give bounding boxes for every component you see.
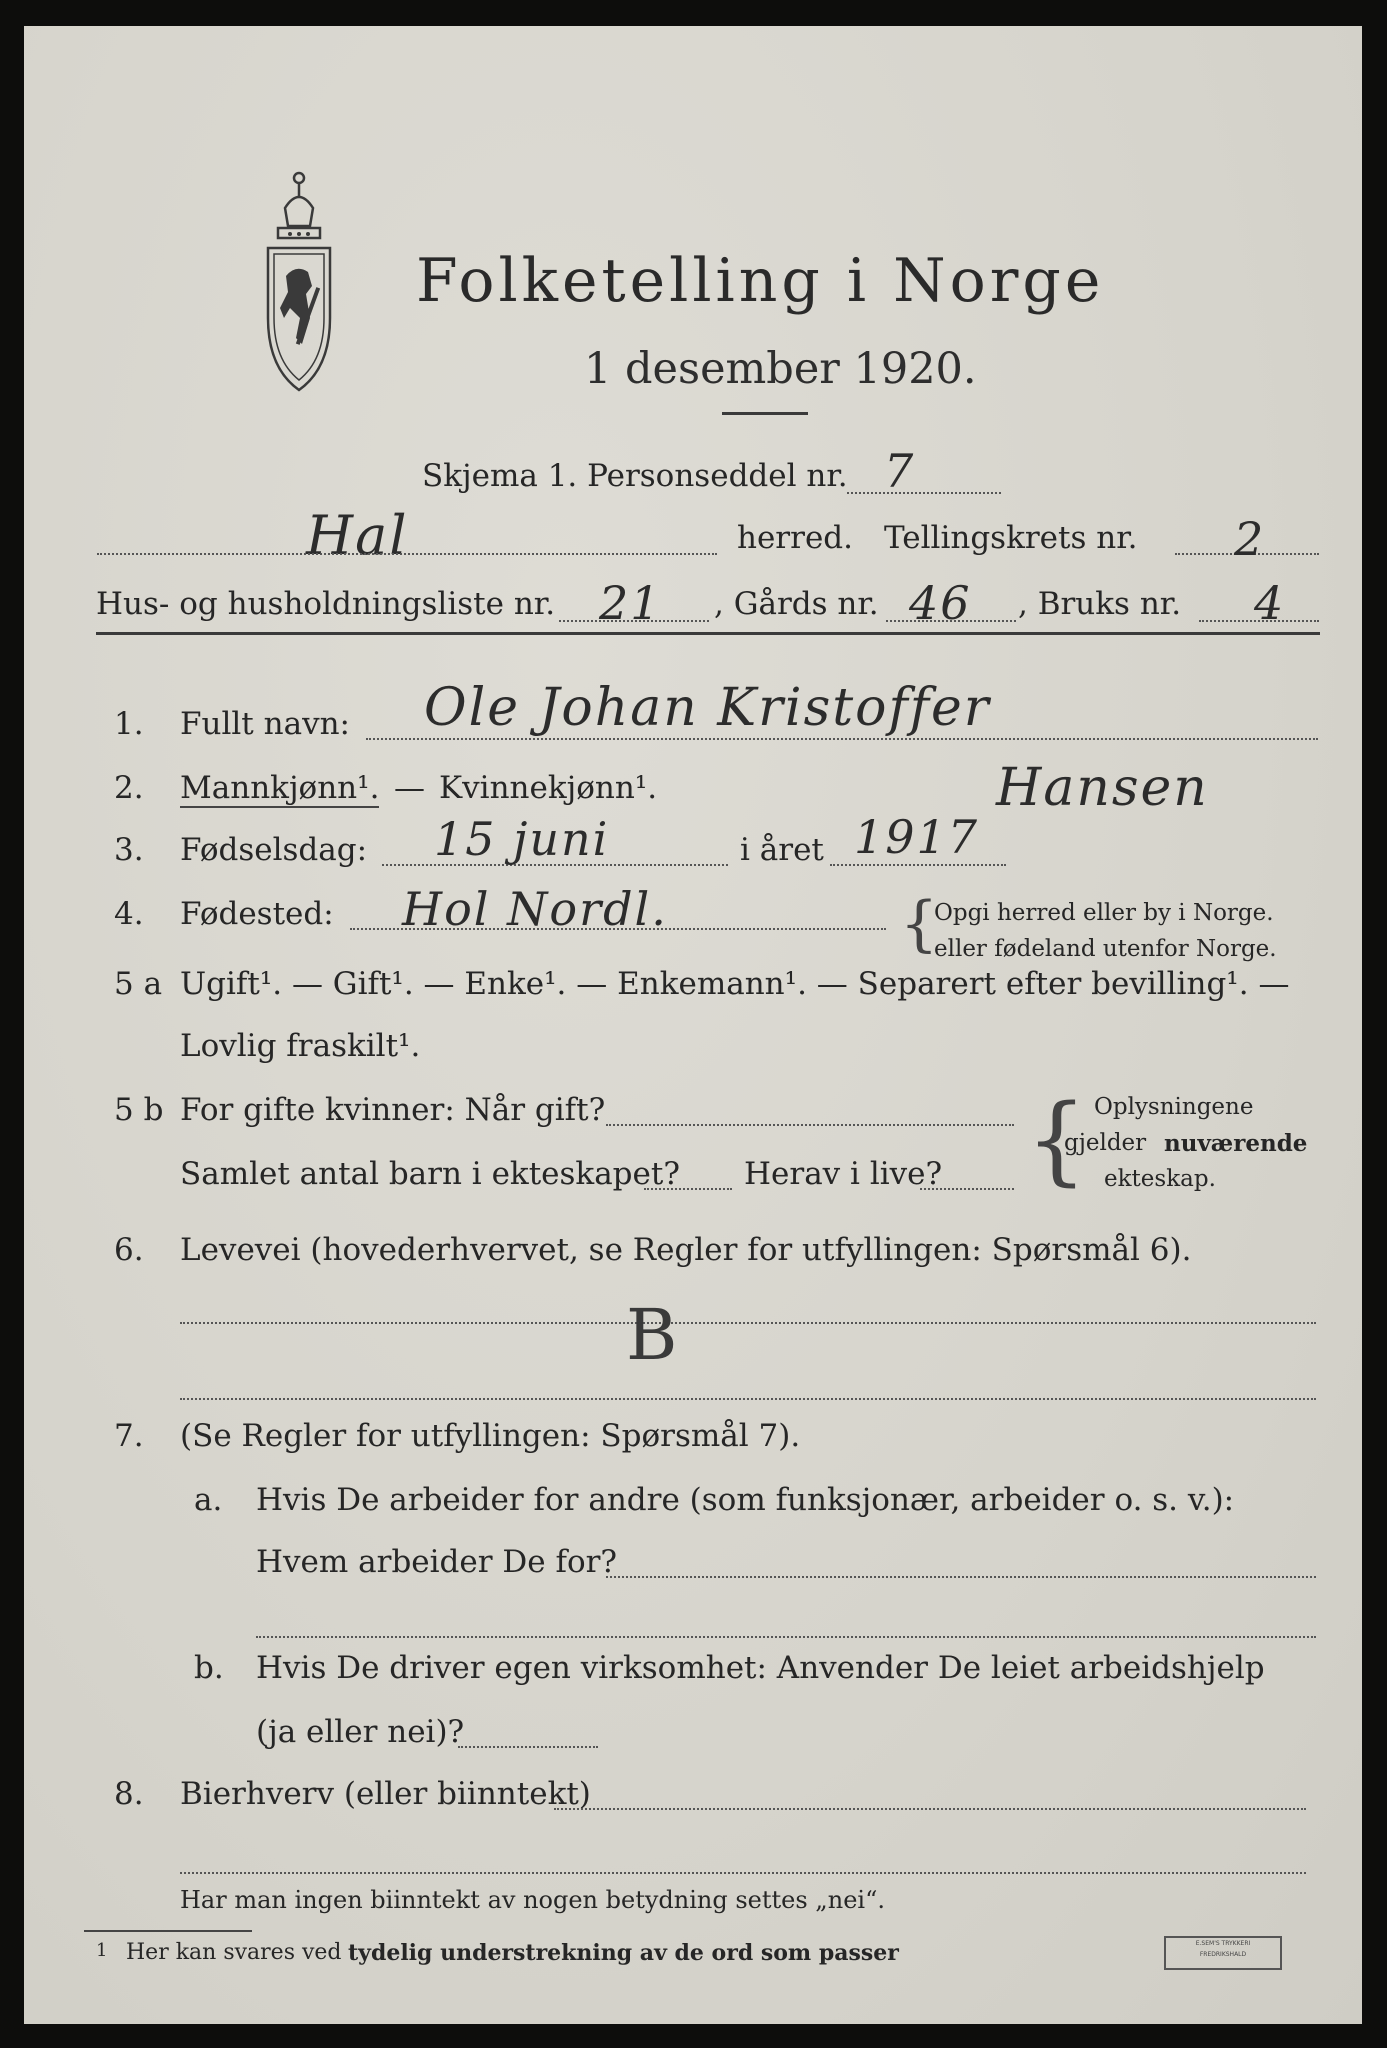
- herred-label: herred.: [737, 520, 853, 556]
- q5a-number: 5 a: [114, 966, 163, 1002]
- gards-label: , Gårds nr.: [714, 586, 879, 622]
- title-divider: [722, 412, 808, 415]
- printer-stamp-line1: E.SEM'S TRYKKERI: [1195, 1940, 1251, 1947]
- q1-label: Fullt navn:: [180, 706, 350, 742]
- form-title: Folketelling i Norge: [416, 246, 1105, 316]
- q5a-marital-options-cont[interactable]: Lovlig fraskilt¹.: [180, 1028, 421, 1064]
- q5a-marital-options[interactable]: Ugift¹. — Gift¹. — Enke¹. — Enkemann¹. — Separert efter bevilling¹. —: [180, 966, 1290, 1002]
- q7-number: 7.: [114, 1418, 144, 1454]
- q3-birth-date-value[interactable]: 15 juni: [434, 812, 610, 866]
- herred-field-line: [97, 553, 717, 555]
- q3-birth-year-value[interactable]: 1917: [854, 810, 980, 864]
- q3-label: Fødselsdag:: [180, 832, 368, 868]
- tellingskrets-nr-value[interactable]: 2: [1234, 512, 1266, 566]
- q5b-brace: {: [1026, 1084, 1088, 1196]
- q4-label: Fødested:: [180, 896, 334, 932]
- q6-label: Levevei (hovederhvervet, se Regler for utfyllingen: Spørsmål 6).: [180, 1232, 1192, 1268]
- q6-occupation-code-value[interactable]: B: [626, 1294, 680, 1376]
- q2-female-option[interactable]: Kvinnekjønn¹.: [439, 770, 658, 806]
- footnote-mark: 1: [96, 1940, 108, 1961]
- q5b-line2b: Herav i live?: [744, 1156, 943, 1192]
- q1-field-line: [366, 738, 1318, 740]
- census-date: 1 desember 1920.: [584, 344, 977, 394]
- q7b-line2: (ja eller nei)?: [256, 1714, 465, 1750]
- q7b-line1: Hvis De driver egen virksomhet: Anvender De leiet arbeidshjelp: [256, 1650, 1265, 1686]
- q8-number: 8.: [114, 1776, 144, 1812]
- printer-stamp: [1164, 1936, 1282, 1970]
- footnote-text-bold: tydelig understrekning av de ord som passer: [348, 1940, 899, 1966]
- hus-label: Hus- og husholdningsliste nr.: [96, 586, 556, 622]
- personseddel-nr-value[interactable]: 7: [884, 444, 916, 498]
- q8-field-line-1: [554, 1808, 1306, 1810]
- q5b-note-line2b: nuværende: [1164, 1130, 1308, 1157]
- census-form-sheet: [24, 26, 1362, 2024]
- q4-birthplace-value[interactable]: Hol Nordl.: [402, 882, 668, 936]
- printer-stamp-line2: FREDRIKSHALD: [1199, 1951, 1247, 1958]
- hus-nr-value[interactable]: 21: [599, 576, 662, 630]
- q1-full-name-value[interactable]: Ole Johan Kristoffer: [424, 678, 991, 738]
- q4-note-line2: eller fødeland utenfor Norge.: [934, 936, 1277, 962]
- q5b-married-field-line: [606, 1124, 1014, 1126]
- q5b-note-line1: Oplysningene: [1094, 1094, 1254, 1120]
- q6-field-line-2: [180, 1398, 1316, 1400]
- q7b-field-line: [458, 1746, 598, 1748]
- q2-male-option[interactable]: Mannkjønn¹.: [180, 770, 380, 806]
- q7-label: (Se Regler for utfyllingen: Spørsmål 7).: [180, 1418, 801, 1454]
- q6-field-line-1: [180, 1322, 1316, 1324]
- q3-year-field-line: [830, 864, 1006, 866]
- header-separator: [96, 632, 1320, 635]
- q5b-note-line3: ekteskap.: [1104, 1166, 1216, 1192]
- q4-brace: {: [900, 889, 939, 959]
- q2-separator: —: [394, 770, 425, 806]
- q4-note-line1: Opgi herred eller by i Norge.: [934, 900, 1274, 926]
- personseddel-field-line: [847, 492, 1001, 494]
- bruks-nr-value[interactable]: 4: [1254, 576, 1286, 630]
- q1-number: 1.: [114, 706, 144, 742]
- q8-field-line-2: [180, 1872, 1306, 1874]
- q7a-line1: Hvis De arbeider for andre (som funksjonær, arbeider o. s. v.):: [256, 1482, 1235, 1518]
- q5b-note-line2a: gjelder: [1064, 1130, 1147, 1156]
- norway-coat-of-arms-icon: [250, 168, 348, 396]
- q2-number: 2.: [114, 770, 144, 806]
- q3-year-label: i året: [740, 832, 824, 868]
- q4-number: 4.: [114, 896, 144, 932]
- gards-nr-value[interactable]: 46: [909, 576, 972, 630]
- q7a-field-line-2: [256, 1636, 1316, 1638]
- tellingskrets-label: Tellingskrets nr.: [884, 520, 1138, 556]
- q5b-number: 5 b: [114, 1092, 164, 1128]
- q3-number: 3.: [114, 832, 144, 868]
- q8-note: Har man ingen biinntekt av nogen betydning settes „nei“.: [180, 1886, 885, 1914]
- herred-value[interactable]: Hal: [306, 504, 409, 567]
- skjema-label: Skjema 1. Personseddel nr.: [422, 458, 848, 494]
- q7b-number: b.: [194, 1650, 224, 1686]
- q5b-alive-field-line: [920, 1188, 1014, 1190]
- footnote-rule: [84, 1930, 252, 1932]
- q1-surname-value[interactable]: Hansen: [996, 758, 1209, 818]
- q8-label: Bierhverv (eller biinntekt): [180, 1776, 591, 1812]
- footnote-text-regular: Her kan svares ved: [126, 1940, 342, 1965]
- q7a-number: a.: [194, 1482, 223, 1518]
- q5b-line1: For gifte kvinner: Når gift?: [180, 1092, 606, 1128]
- q5b-line2: Samlet antal barn i ekteskapet?: [180, 1156, 680, 1192]
- q7a-field-line-1: [606, 1576, 1316, 1578]
- bruks-label: , Bruks nr.: [1018, 586, 1182, 622]
- q5b-children-field-line: [644, 1188, 732, 1190]
- q6-number: 6.: [114, 1232, 144, 1268]
- q7a-line2: Hvem arbeider De for?: [256, 1544, 618, 1580]
